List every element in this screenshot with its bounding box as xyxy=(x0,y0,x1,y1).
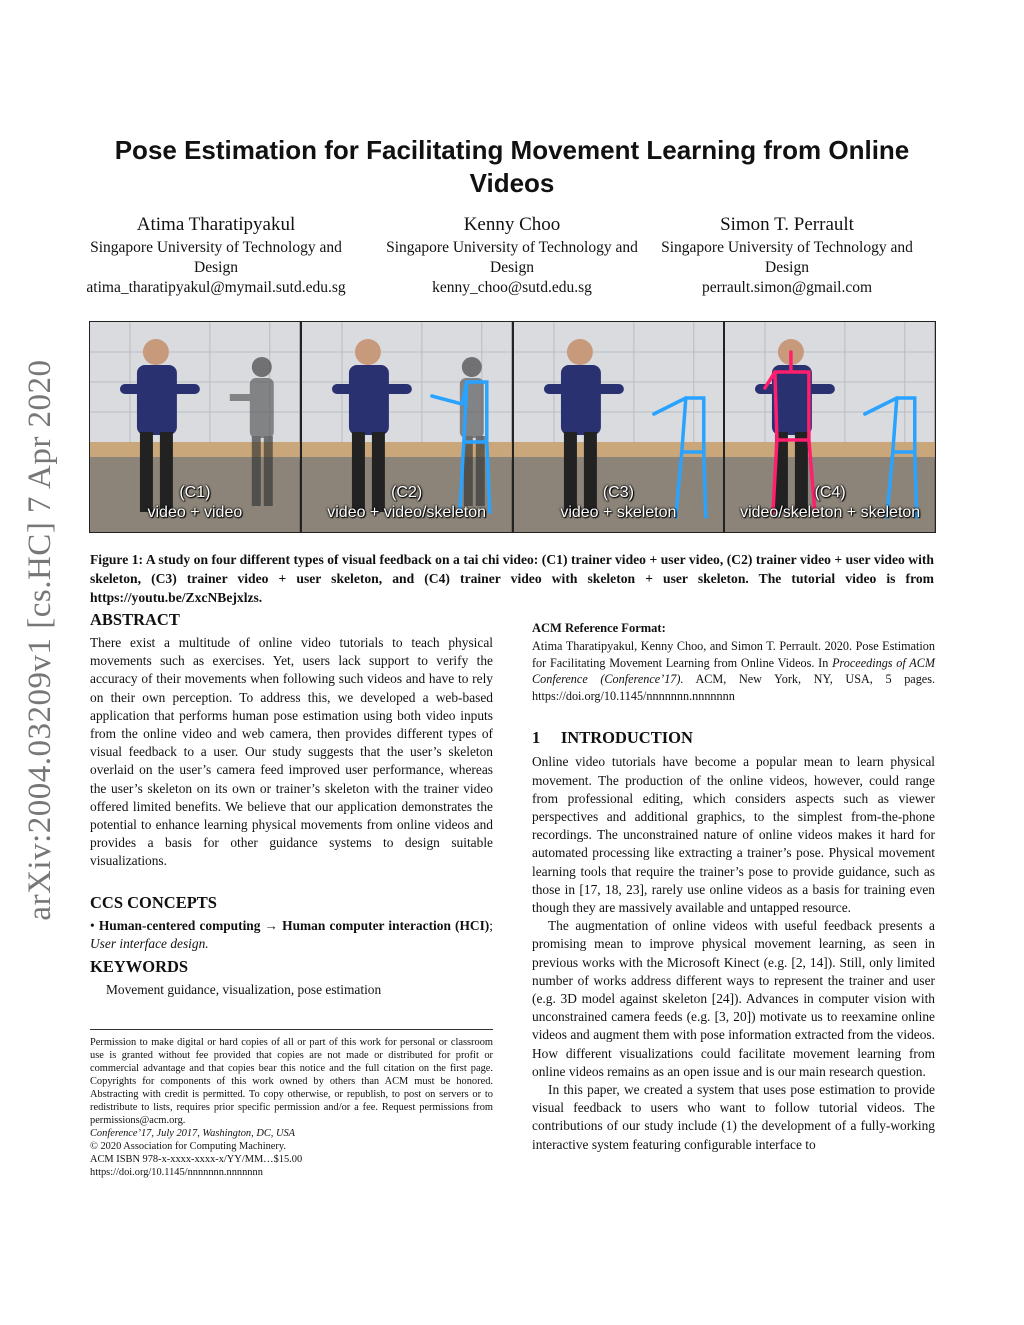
figure-caption: Figure 1: A study on four different types of visual feedback on a tai chi video: (C1) trainer video + user video, (C2) trainer video + user video with skeleton, (C3) trainer video + user skeleton, and (C4) trainer video with skeleton + user skeleton. The tutorial video is from https://youtu.be/ZxcNBejxlzs. xyxy=(90,552,934,605)
author-affiliation: Singapore University of Technology and Design xyxy=(661,239,913,276)
ccs-concepts xyxy=(90,917,493,953)
figure-panel-c3 xyxy=(514,322,724,532)
keywords-heading: KEYWORDS xyxy=(90,957,189,977)
reference-tail: ACM, New York, NY, USA, 5 pages. https://doi.org/10.1145/nnnnnnn.nnnnnnn xyxy=(532,672,936,703)
footnote xyxy=(90,1036,493,1179)
panel-id: (C1) xyxy=(179,484,211,501)
author-name: Kenny Choo xyxy=(463,214,561,235)
author-email: atima_tharatipyakul@mymail.sutd.edu.sg xyxy=(86,279,346,296)
author-name: Atima Tharatipyakul xyxy=(136,214,296,235)
author-block-3 xyxy=(642,212,932,298)
panel-label: video + video/skeleton xyxy=(327,504,487,521)
author-affiliation: Singapore University of Technology and Design xyxy=(90,239,342,276)
panel-id: (C2) xyxy=(391,484,423,501)
author-email: perrault.simon@gmail.com xyxy=(701,279,873,296)
intro-paragraph-2: The augmentation of online videos with useful feedback presents a promising mean to improve physical movement learning, as seen in previous works with the Microsoft Kinect (e.g. [2, 14]). Still, only limited number of works address different ways to represent the trainer and user (e.g. 3D model against skeleton [24]). Advances in computer vision with unconstrained camera feeds (e.g. [3, 20]) motivate us to reexamine online videos and augment them with pose information extracted from the videos. How different visualizations could facilitate movement learning from online videos remains as an open issue and is our main research question. xyxy=(532,918,935,1079)
reference-format-heading: ACM Reference Format: xyxy=(532,621,666,635)
intro-paragraph-1: Online video tutorials have become a popular mean to learn physical movement. The production of the online videos, however, could range from professional editing, which considers aspects such as viewer perspectives and additional graphics, to the simplest from-the-phone recordings. The unconstrained nature of online videos makes it hard for automated processing like extracting a trainer’s pose. Physical movement learning tools that require the trainer’s pose to provide guidance, such as those in [17, 18, 23], rarely use online videos as a basis for training even though they are massively available and untapped resource. xyxy=(532,754,935,915)
intro-paragraph-3: In this paper, we created a system that uses pose estimation to provide visual feedback to users who want to follow tutorial videos. The contributions of our study include (1) the development of a fully-working interactive system featuring configurable interface to xyxy=(532,1082,935,1152)
footnote-rule xyxy=(90,1029,493,1030)
copyright-notice: © 2020 Association for Computing Machinery. xyxy=(90,1141,286,1153)
ccs-heading: CCS CONCEPTS xyxy=(90,892,217,912)
figure-panel-c4 xyxy=(725,322,935,532)
ccs-bold: Human-centered computing → Human computer interaction (HCI) xyxy=(98,917,490,933)
reference-plain: Atima Tharatipyakul, Kenny Choo, and Simon T. Perrault. 2020. Pose Estimation for Facilitating Movement Learning from Online Videos. In xyxy=(532,639,935,670)
keywords-text: Movement guidance, visualization, pose estimation xyxy=(106,982,382,998)
paper-title: Pose Estimation for Facilitating Movement Learning from Online Videos xyxy=(114,135,910,198)
abstract-heading: ABSTRACT xyxy=(90,610,180,629)
panel-id: (C4) xyxy=(814,484,846,501)
reference-italic: Proceedings of ACM Conference (Conference’17). xyxy=(532,655,935,687)
ccs-separator: ; xyxy=(489,917,493,933)
author-block-2 xyxy=(367,212,657,298)
panel-label: video/skeleton + skeleton xyxy=(740,504,921,521)
author-email: kenny_choo@sutd.edu.sg xyxy=(432,279,592,296)
conference-info xyxy=(90,1127,493,1140)
isbn: ACM ISBN 978-x-xxxx-xxxx-x/YY/MM…$15.00 xyxy=(90,1154,303,1166)
author-affiliation: Singapore University of Technology and Design xyxy=(386,239,638,276)
panel-label: video + skeleton xyxy=(560,504,677,521)
author-block-1 xyxy=(71,212,361,298)
left-column xyxy=(90,610,493,1179)
figure-panel-c2 xyxy=(302,322,512,532)
reference-format-text xyxy=(532,638,935,704)
ccs-italic: User interface design. xyxy=(90,935,209,951)
abstract-text: There exist a multitude of online video tutorials to teach physical movements such as exercises. Yet, users lack support to verify the accuracy of their movements when following such videos and have to rely on their own perception. To address this, we developed a web-based application that performs human pose estimation using both video inputs from the online video and web camera, then provides different types of visual feedback to a user. Our study suggests that the user’s skeleton overlaid on the user’s camera feed improved user performance, whereas the user’s skeleton on its own or trainer’s skeleton with the trainer video offered limited benefits. We believe that our application demonstrates the potential to enhance learning physical movements from online videos and provides a basis for other guidance systems to design suitable visualizations. xyxy=(90,635,493,869)
arxiv-identifier: arXiv:2004.03209v1 [cs.HC] 7 Apr 2020 xyxy=(22,359,58,921)
panel-id: (C3) xyxy=(602,484,634,501)
permission-notice: Permission to make digital or hard copies of all or part of this work for personal or classroom use is granted without fee provided that copies are not made or distributed for profit or commercial advantage and that copies bear this notice and the full citation on the first page. Copyrights for components of this work owned by others than ACM must be honored. Abstracting with credit is permitted. To copy otherwise, or republish, to post on servers or to redistribute to lists, requires prior specific permission and/or a fee. Request permissions from permissions@acm.org. xyxy=(90,1037,493,1127)
figure-panel-c1 xyxy=(90,322,300,532)
conference-text: Conference’17, July 2017, Washington, DC, USA xyxy=(90,1128,295,1140)
panel-label: video + video xyxy=(147,504,243,521)
ccs-bullet: • xyxy=(90,917,99,933)
right-column xyxy=(532,620,935,1154)
introduction-heading: 1 INTRODUCTION xyxy=(532,728,693,748)
figure-1 xyxy=(89,321,936,533)
doi-link[interactable]: https://doi.org/10.1145/nnnnnnn.nnnnnnn xyxy=(90,1167,263,1179)
author-name: Simon T. Perrault xyxy=(720,214,854,235)
